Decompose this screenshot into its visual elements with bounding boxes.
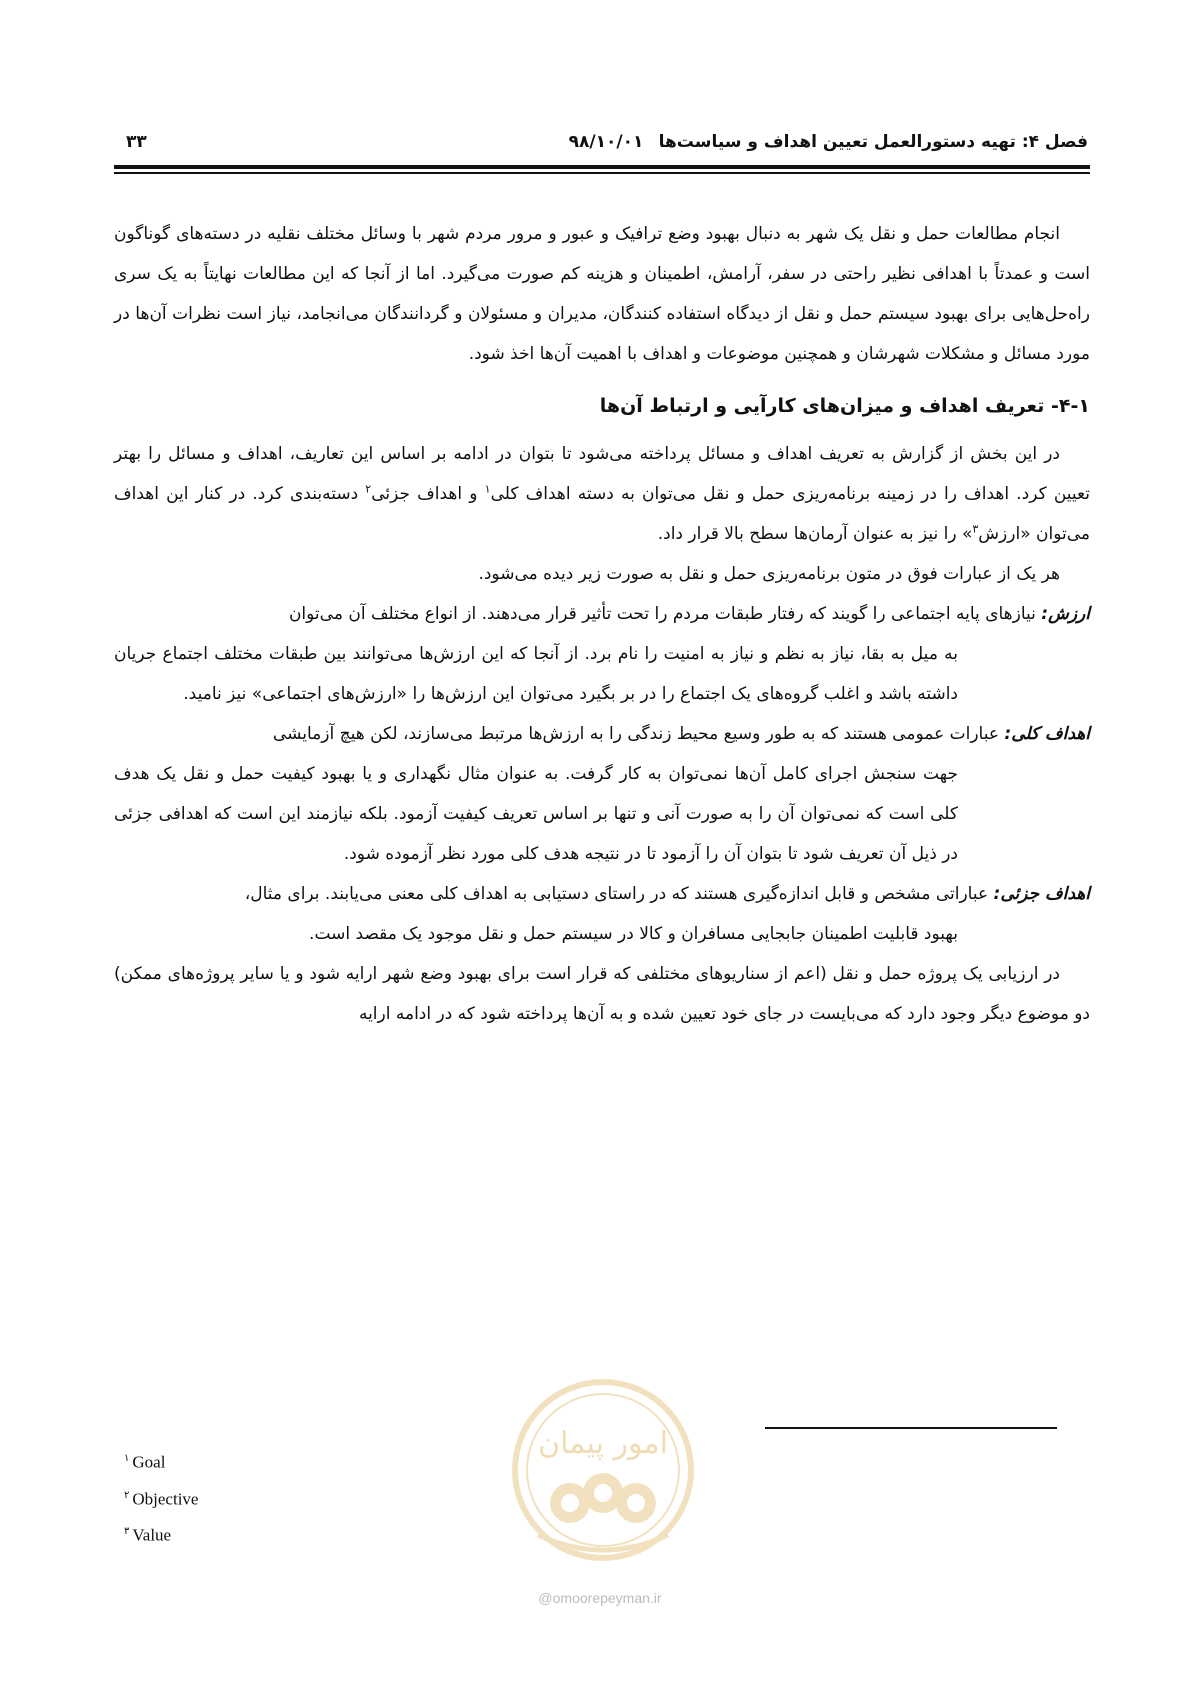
definition-goal — [114, 714, 1090, 874]
closing-paragraph: در ارزیابی یک پروژه حمل و نقل (اعم از سناریوهای مختلفی که قرار است برای بهبود وضع شهر ارایه شود و یا سایر پروژه‌های ممکن) دو موضوع دیگر وجود دارد که می‌بایست در جای خود تعیین شده و به آن‌ها پرداخته شود که در ادامه ارایه — [114, 964, 1090, 1024]
intro-paragraph: انجام مطالعات حمل و نقل یک شهر به دنبال بهبود وضع ترافیک و عبور و مرور مردم شهر با وسائل مختلف نقلیه در دسته‌های گوناگون است و عمدتاً با اهدافی نظیر راحتی در سفر، آرامش، اطمینان و هزینه کم صورت می‌گیرد. اما از آنجا که این مطالعات نهایتاً به یک سری راه‌حل‌هایی برای بهبود سیستم حمل و نقل از دیدگاه استفاده کنندگان، مدیران و مسئولان و گردانندگان می‌انجامد، نیاز است نظرات آن‌ها در مورد مسائل و مشکلات شهرشان و همچنین موضوعات و اهداف با اهمیت آن‌ها اخذ شود. — [114, 224, 1090, 364]
footnote-text: Objective — [132, 1489, 199, 1509]
header-rule-thick — [114, 165, 1090, 169]
definition-value — [114, 594, 1090, 714]
footnote-3 — [124, 1515, 198, 1552]
definition-first-line: عبارات عمومی هستند که به طور وسیع محیط زندگی را به ارزش‌ها مرتبط می‌سازند، لکن هیچ آزمایشی — [272, 724, 1005, 744]
definition-term: اهداف کلی: — [1004, 724, 1090, 744]
definition-objective — [114, 874, 1090, 954]
footnote-ref-2[interactable]: ۲ — [365, 482, 372, 496]
section-heading: ۴-۱- تعریف اهداف و میزان‌های کارآیی و ارتباط آن‌ها — [599, 395, 1090, 417]
svg-text:امور پیمان: امور پیمان — [538, 1426, 668, 1461]
page-body — [114, 214, 1090, 1034]
definition-term: ارزش: — [1041, 604, 1090, 624]
footnote-number: ۱ — [124, 1453, 130, 1464]
footnote-1 — [124, 1442, 198, 1479]
footnote-2 — [124, 1479, 198, 1516]
footnote-text: Value — [132, 1525, 172, 1545]
para1-text-c: دسته‌بندی کرد. در کنار این اهداف می‌توان «ارزش — [114, 484, 1090, 544]
header-date: ۹۸/۱۰/۰۱ — [568, 132, 644, 152]
para1-text-a: در این بخش از گزارش به تعریف اهداف و مسائل پرداخته می‌شود تا بتوان در ادامه بر اساس این تعاریف، اهداف و مسائل را بهتر تعیین کرد. اهداف را در زمینه برنامه‌ریزی حمل و نقل می‌توان به دسته اهداف کلی — [114, 444, 1090, 504]
footnotes — [124, 1442, 198, 1552]
chapter-title: فصل ۴: تهیه دستورالعمل تعیین اهداف و سیاست‌ها — [658, 132, 1088, 152]
definition-term: اهداف جزئی: — [993, 884, 1090, 904]
para1-text-b: و اهداف جزئی — [371, 484, 485, 504]
section-paragraph-2: هر یک از عبارات فوق در متون برنامه‌ریزی حمل و نقل به صورت زیر دیده می‌شود. — [478, 564, 1060, 584]
footnote-text: Goal — [132, 1452, 166, 1472]
page-number: ۳۳ — [126, 132, 147, 152]
footnote-ref-3[interactable]: ۳ — [972, 522, 979, 536]
definition-first-line: نیازهای پایه اجتماعی را گویند که رفتار طبقات مردم را تحت تأثیر قرار می‌دهند. از انواع مختلف آن می‌توان — [288, 604, 1042, 624]
footnote-number: ۲ — [124, 1489, 130, 1501]
definition-continuation: بهبود قابلیت اطمینان جابجایی مسافران و کالا در سیستم حمل و نقل موجود یک مقصد است. — [309, 924, 958, 944]
section-paragraph-1 — [114, 434, 1090, 554]
footnote-number: ۳ — [124, 1526, 130, 1538]
definition-continuation: به میل به بقا، نیاز به نظم و نیاز به امنیت را نام برد. از آنجا که این ارزش‌ها می‌توانند بین طبقات مختلف اجتماع جریان داشته باشد و اغلب گروه‌های یک اجتماع را در بر بگیرد می‌توان این ارزش‌ها را «ارزش‌های اجتماعی» نیز نامید. — [114, 644, 958, 704]
footnote-separator — [765, 1427, 1057, 1429]
page-header — [116, 128, 1088, 158]
footnote-ref-1[interactable]: ۱ — [484, 482, 491, 496]
definition-continuation: جهت سنجش اجرای کامل آن‌ها نمی‌توان به کار گرفت. به عنوان مثال نگهداری و یا بهبود کیفیت حمل و نقل یک هدف کلی است که نمی‌توان آن را به صورت آنی و تنها بر اساس تعریف کیفیت آزمود. بلکه نیازمند این است که اهدافی جزئی در ذیل آن تعریف شود تا بتوان آن را آزمود تا در نتیجه هدف کلی مورد نظر آزموده شود. — [114, 764, 958, 864]
header-rule-thin — [114, 172, 1090, 174]
definition-first-line: عباراتی مشخص و قابل اندازه‌گیری هستند که در راستای دستیابی به اهداف کلی معنی می‌یابند. برای مثال، — [244, 884, 994, 904]
watermark-logo-icon — [508, 1375, 698, 1585]
watermark-url: @omoorepeyman.ir — [538, 1590, 662, 1606]
para1-text-d: » را نیز به عنوان آرمان‌ها سطح بالا قرار داد. — [657, 524, 973, 544]
